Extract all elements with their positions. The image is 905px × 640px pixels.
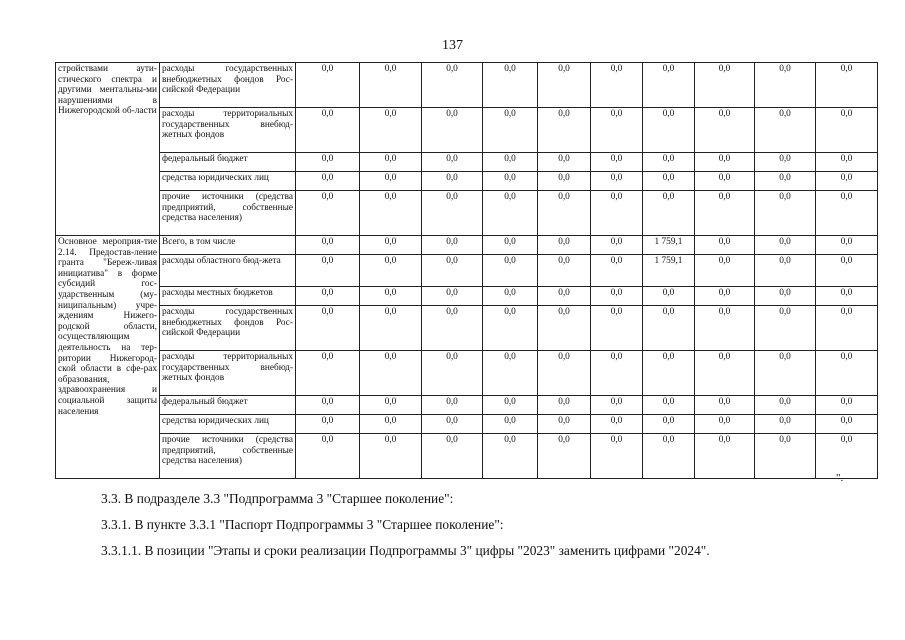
value-cell: 0,0: [755, 287, 816, 306]
value-cell: 0,0: [695, 236, 755, 255]
value-cell: 0,0: [296, 236, 360, 255]
value-cell: 0,0: [695, 63, 755, 108]
funding-source-cell: расходы территориальных государственных внебюд-жетных фондов: [160, 351, 296, 396]
value-cell: 0,0: [422, 415, 483, 434]
value-cell: 0,0: [643, 172, 695, 191]
value-cell: 0,0: [422, 153, 483, 172]
value-cell: 0,0: [695, 191, 755, 236]
value-cell: 0,0: [755, 306, 816, 351]
value-cell: 0,0: [591, 396, 643, 415]
value-cell: 0,0: [360, 108, 422, 153]
value-cell: 0,0: [538, 153, 591, 172]
value-cell: 0,0: [643, 153, 695, 172]
value-cell: 0,0: [483, 255, 538, 287]
funding-source-cell: расходы местных бюджетов: [160, 287, 296, 306]
value-cell: 0,0: [422, 351, 483, 396]
table-row: [56, 153, 878, 172]
value-cell: 0,0: [360, 434, 422, 479]
value-cell: 0,0: [360, 153, 422, 172]
table-row: [56, 396, 878, 415]
value-cell: 0,0: [422, 396, 483, 415]
paragraph-3-3-1: 3.3.1. В пункте 3.3.1 "Паспорт Подпрограммы 3 "Старшее поколение":: [101, 517, 504, 532]
value-cell: 0,0: [591, 172, 643, 191]
value-cell: 0,0: [538, 287, 591, 306]
value-cell: 0,0: [755, 434, 816, 479]
value-cell: 0,0: [643, 306, 695, 351]
value-cell: 0,0: [360, 236, 422, 255]
table-row: [56, 191, 878, 236]
value-cell: 0,0: [816, 415, 878, 434]
value-cell: 0,0: [695, 351, 755, 396]
funding-source-cell: расходы государственных внебюджетных фондов Рос-сийской Федерации: [160, 306, 296, 351]
value-cell: 0,0: [755, 396, 816, 415]
value-cell: 0,0: [591, 191, 643, 236]
value-cell: 0,0: [643, 108, 695, 153]
value-cell: 0,0: [816, 255, 878, 287]
value-cell: 0,0: [755, 415, 816, 434]
value-cell: 0,0: [483, 108, 538, 153]
value-cell: 0,0: [538, 306, 591, 351]
value-cell: 0,0: [816, 351, 878, 396]
value-cell: 0,0: [816, 236, 878, 255]
value-cell: 0,0: [591, 287, 643, 306]
value-cell: 0,0: [591, 108, 643, 153]
funding-source-cell: средства юридических лиц: [160, 172, 296, 191]
value-cell: 0,0: [695, 287, 755, 306]
funding-source-cell: Всего, в том числе: [160, 236, 296, 255]
value-cell: 0,0: [538, 172, 591, 191]
value-cell: 0,0: [296, 191, 360, 236]
value-cell: 0,0: [816, 396, 878, 415]
value-cell: 0,0: [591, 153, 643, 172]
value-cell: 0,0: [483, 172, 538, 191]
budget-table: [55, 62, 878, 479]
table-row: [56, 434, 878, 479]
value-cell: 0,0: [816, 434, 878, 479]
value-cell: 0,0: [360, 63, 422, 108]
table-row: [56, 108, 878, 153]
table-row: [56, 255, 878, 287]
value-cell: 0,0: [591, 434, 643, 479]
value-cell: 0,0: [755, 153, 816, 172]
value-cell: 0,0: [296, 415, 360, 434]
value-cell: 0,0: [755, 236, 816, 255]
value-cell: 0,0: [643, 415, 695, 434]
value-cell: 0,0: [643, 63, 695, 108]
value-cell: 0,0: [695, 415, 755, 434]
table-row: [56, 351, 878, 396]
table-row: [56, 63, 878, 108]
funding-source-cell: прочие источники (средства предприятий, собственные средства населения): [160, 434, 296, 479]
value-cell: 0,0: [296, 172, 360, 191]
value-cell: 0,0: [483, 434, 538, 479]
value-cell: 0,0: [296, 434, 360, 479]
value-cell: 0,0: [538, 396, 591, 415]
value-cell: 0,0: [483, 191, 538, 236]
value-cell: 0,0: [755, 63, 816, 108]
value-cell: 0,0: [695, 153, 755, 172]
value-cell: 0,0: [538, 63, 591, 108]
value-cell: 0,0: [422, 172, 483, 191]
value-cell: 0,0: [483, 396, 538, 415]
value-cell: 0,0: [422, 236, 483, 255]
paragraph-3-3-1-1: 3.3.1.1. В позиции "Этапы и сроки реализации Подпрограммы 3" цифры "2023" заменить цифрами "2024".: [101, 543, 710, 558]
funding-source-cell: расходы областного бюд-жета: [160, 255, 296, 287]
closing-quote: ".: [836, 472, 844, 484]
value-cell: 0,0: [296, 351, 360, 396]
value-cell: 0,0: [695, 396, 755, 415]
activity-description-cell: Основное мероприя-тие 2.14. Предостав-ление гранта "Береж-ливая инициатива" в форме субсидий гос-ударственным (му-ниципальным) учре-ждениям Нижего-родской области, осуществляющим деятельность на тер-ритории Нижегород-ской области в сфе-рах образования, здравоохранения и социальной защиты населения: [56, 236, 160, 479]
value-cell: 0,0: [816, 287, 878, 306]
funding-source-cell: расходы государственных внебюджетных фондов Рос-сийской Федерации: [160, 63, 296, 108]
value-cell: 0,0: [591, 236, 643, 255]
value-cell: 0,0: [296, 255, 360, 287]
value-cell: 0,0: [360, 415, 422, 434]
value-cell: 0,0: [483, 63, 538, 108]
funding-source-cell: федеральный бюджет: [160, 396, 296, 415]
value-cell: 0,0: [643, 191, 695, 236]
value-cell: 0,0: [538, 434, 591, 479]
value-cell: 0,0: [816, 172, 878, 191]
table-row: [56, 236, 878, 255]
value-cell: 0,0: [816, 153, 878, 172]
value-cell: 0,0: [695, 172, 755, 191]
value-cell: 0,0: [360, 172, 422, 191]
value-cell: 0,0: [591, 63, 643, 108]
value-cell: 0,0: [816, 108, 878, 153]
funding-source-cell: прочие источники (средства предприятий, собственные средства населения): [160, 191, 296, 236]
value-cell: 0,0: [538, 255, 591, 287]
value-cell: 0,0: [591, 306, 643, 351]
value-cell: 0,0: [755, 108, 816, 153]
value-cell: 0,0: [591, 255, 643, 287]
activity-description-cell: стройствами аути-стического спектра и другими ментальны-ми нарушениями в Нижегородской об-ласти: [56, 63, 160, 236]
page-number: 137: [442, 38, 463, 53]
value-cell: 0,0: [816, 306, 878, 351]
value-cell: 0,0: [538, 351, 591, 396]
value-cell: 0,0: [296, 63, 360, 108]
value-cell: 0,0: [360, 306, 422, 351]
value-cell: 0,0: [360, 191, 422, 236]
table-row: [56, 415, 878, 434]
value-cell: 0,0: [422, 191, 483, 236]
funding-source-cell: расходы территориальных государственных внебюд-жетных фондов: [160, 108, 296, 153]
value-cell: 0,0: [422, 255, 483, 287]
value-cell: 0,0: [483, 351, 538, 396]
value-cell: 0,0: [360, 255, 422, 287]
value-cell: 0,0: [695, 255, 755, 287]
value-cell: 0,0: [483, 236, 538, 255]
value-cell: 0,0: [360, 287, 422, 306]
table-row: [56, 306, 878, 351]
value-cell: 0,0: [643, 351, 695, 396]
value-cell: 0,0: [695, 108, 755, 153]
value-cell: 0,0: [483, 287, 538, 306]
value-cell: 0,0: [296, 306, 360, 351]
value-cell: 0,0: [538, 191, 591, 236]
paragraph-3-3: 3.3. В подразделе 3.3 "Подпрограмма 3 "Старшее поколение":: [101, 491, 454, 506]
value-cell: 0,0: [695, 434, 755, 479]
value-cell: 0,0: [816, 191, 878, 236]
value-cell: 0,0: [643, 287, 695, 306]
value-cell: 0,0: [422, 434, 483, 479]
value-cell: 0,0: [591, 351, 643, 396]
table-row: [56, 287, 878, 306]
value-cell: 0,0: [296, 396, 360, 415]
funding-source-cell: федеральный бюджет: [160, 153, 296, 172]
value-cell: 0,0: [483, 306, 538, 351]
value-cell: 0,0: [816, 63, 878, 108]
value-cell: 0,0: [695, 306, 755, 351]
value-cell: 0,0: [296, 287, 360, 306]
value-cell: 0,0: [591, 415, 643, 434]
value-cell: 0,0: [643, 396, 695, 415]
value-cell: 1 759,1: [643, 255, 695, 287]
value-cell: 0,0: [538, 236, 591, 255]
value-cell: 0,0: [483, 153, 538, 172]
value-cell: 0,0: [422, 287, 483, 306]
value-cell: 0,0: [296, 153, 360, 172]
value-cell: 0,0: [422, 63, 483, 108]
value-cell: 0,0: [360, 351, 422, 396]
value-cell: 0,0: [755, 191, 816, 236]
value-cell: 0,0: [360, 396, 422, 415]
value-cell: 0,0: [538, 415, 591, 434]
value-cell: 0,0: [296, 108, 360, 153]
value-cell: 0,0: [755, 255, 816, 287]
value-cell: 0,0: [643, 434, 695, 479]
value-cell: 0,0: [755, 351, 816, 396]
value-cell: 0,0: [538, 108, 591, 153]
value-cell: 0,0: [422, 108, 483, 153]
value-cell: 0,0: [483, 415, 538, 434]
value-cell: 1 759,1: [643, 236, 695, 255]
funding-source-cell: средства юридических лиц: [160, 415, 296, 434]
value-cell: 0,0: [422, 306, 483, 351]
value-cell: 0,0: [755, 172, 816, 191]
table-row: [56, 172, 878, 191]
